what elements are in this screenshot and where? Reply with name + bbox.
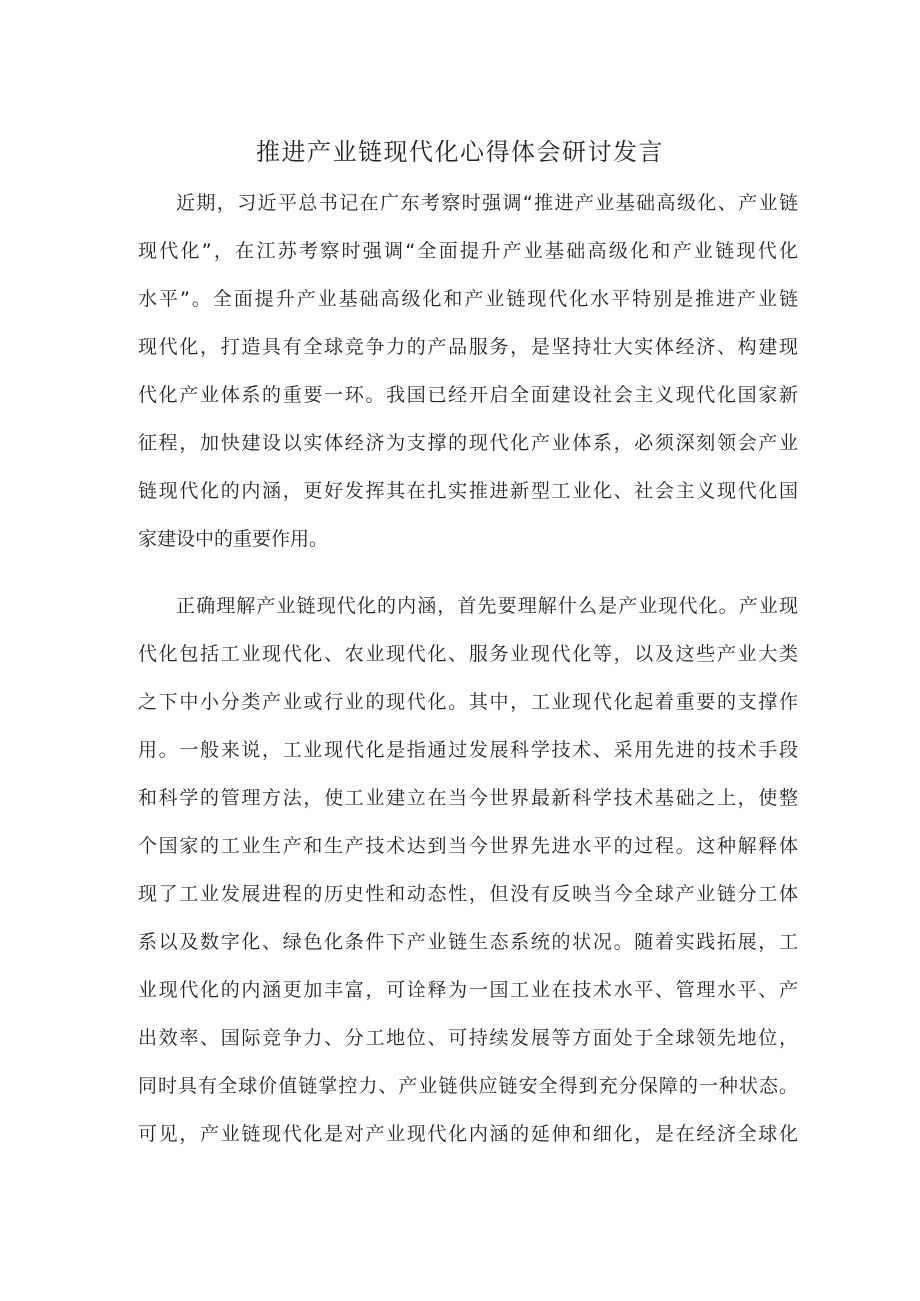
paragraph-line: 同时具有全球价值链掌控力、产业链供应链安全得到充分保障的一种状态。 (138, 1075, 798, 1097)
paragraph-line: 代化产业体系的重要一环。我国已经开启全面建设社会主义现代化国家新 (138, 384, 798, 406)
paragraph-line: 近期，习近平总书记在广东考察时强调“推进产业基础高级化、产业链 (176, 192, 798, 214)
paragraph-line: 代化包括工业现代化、农业现代化、服务业现代化等，以及这些产业大类 (138, 643, 798, 665)
paragraph-line: 水平”。全面提升产业基础高级化和产业链现代化水平特别是推进产业链 (138, 288, 798, 310)
paragraph-line: 正确理解产业链现代化的内涵，首先要理解什么是产业现代化。产业现 (176, 595, 798, 617)
paragraph-line: 和科学的管理方法，使工业建立在当今世界最新科学技术基础之上，使整 (138, 787, 798, 809)
paragraph-line: 系以及数字化、绿色化条件下产业链生态系统的状况。随着实践拓展，工 (138, 931, 798, 953)
document-title: 推进产业链现代化心得体会研讨发言 (256, 138, 664, 166)
paragraph-line: 征程，加快建设以实体经济为支撑的现代化产业体系，必须深刻领会产业 (138, 432, 798, 454)
paragraph-line: 现代化，打造具有全球竞争力的产品服务，是坚持壮大实体经济、构建现 (138, 336, 798, 358)
paragraph-line: 现代化”，在江苏考察时强调“全面提升产业基础高级化和产业链现代化 (138, 240, 798, 262)
paragraph-line: 可见，产业链现代化是对产业现代化内涵的延伸和细化，是在经济全球化 (138, 1123, 798, 1145)
paragraph-line: 现了工业发展进程的历史性和动态性，但没有反映当今全球产业链分工体 (138, 883, 798, 905)
paragraph-line: 之下中小分类产业或行业的现代化。其中，工业现代化起着重要的支撑作 (138, 691, 798, 713)
paragraph-line: 业现代化的内涵更加丰富，可诠释为一国工业在技术水平、管理水平、产 (138, 979, 798, 1001)
paragraph-line: 个国家的工业生产和生产技术达到当今世界先进水平的过程。这种解释体 (138, 835, 798, 857)
paragraph-line: 家建设中的重要作用。 (138, 528, 329, 550)
paragraph-line: 链现代化的内涵，更好发挥其在扎实推进新型工业化、社会主义现代化国 (138, 480, 798, 502)
paragraph-line: 出效率、国际竞争力、分工地位、可持续发展等方面处于全球领先地位， (138, 1027, 798, 1049)
paragraph-line: 用。一般来说，工业现代化是指通过发展科学技术、采用先进的技术手段 (138, 739, 798, 761)
